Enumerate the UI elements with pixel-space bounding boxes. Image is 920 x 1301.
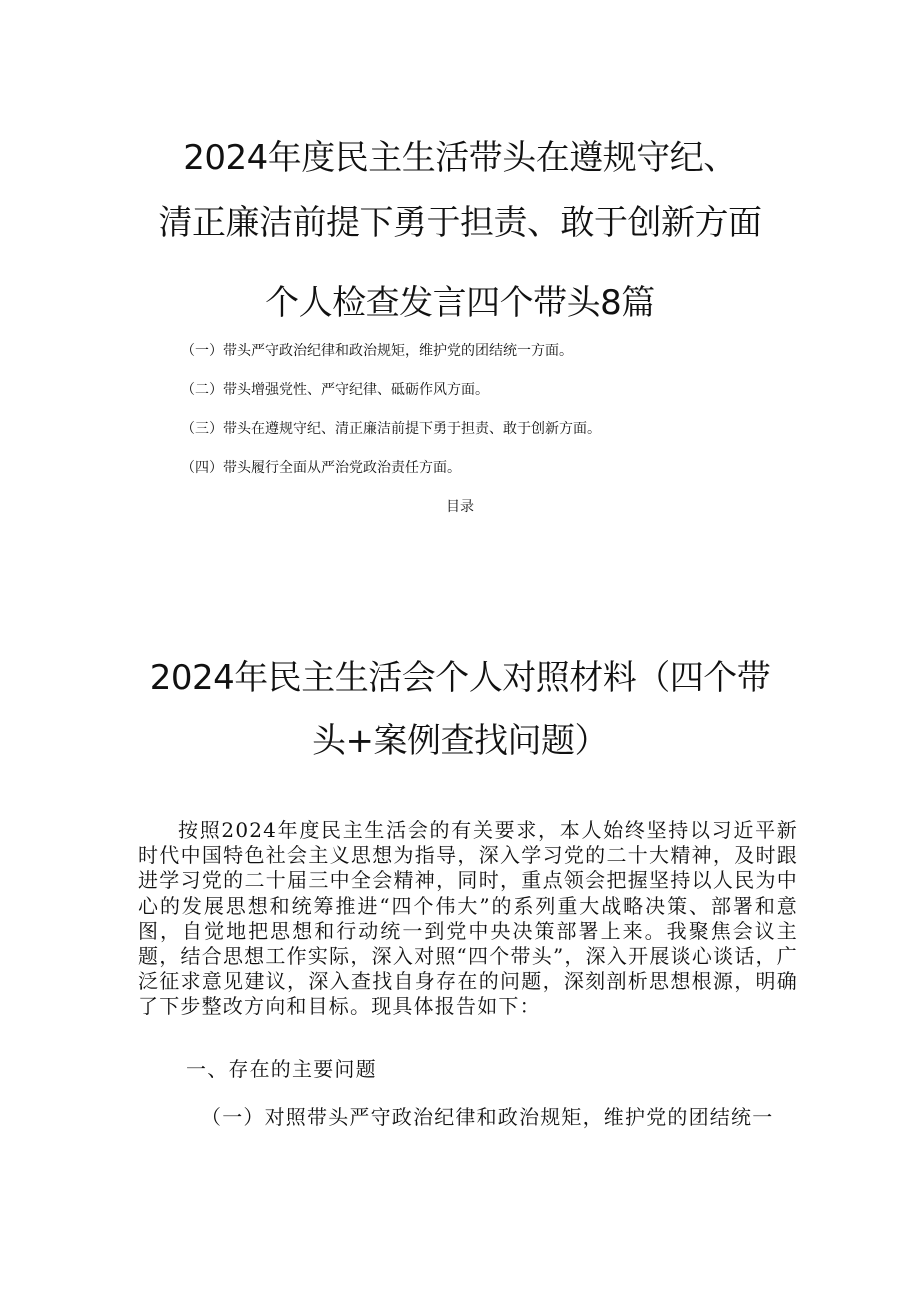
toc-label: 目录 [446, 499, 474, 515]
main-title-line-3: 个人检查发言四个带头8篇 [265, 283, 655, 323]
article-title-line-1: 2024年民主生活会个人对照材料（四个带 [149, 658, 771, 698]
section-heading: 一、存在的主要问题 [186, 1057, 377, 1081]
main-title-line-2: 清正廉洁前提下勇于担责、敢于创新方面 [158, 203, 762, 243]
article-title-line-2: 头+案例查找问题） [312, 721, 608, 761]
intro-paragraph: 按照2024年度民主生活会的有关要求，本人始终坚持以习近平新时代中国特色社会主义思想为指导，深入学习党的二十大精神，及时跟进学习党的二十届三中全会精神，同时，重点领会把握坚持以人民为中心的发展思想和统筹推进“四个伟大”的系列重大战略决策、部署和意图，自觉地把思想和行动统一到党中央决策部署上来。我聚焦会议主题，结合思想工作实际，深入对照“四个带头”，深入开展谈心谈话，广泛征求意见建议，深入查找自身存在的问题，深刻剖析思想根源，明确了下步整改方向和目标。现具体报告如下： [138, 818, 798, 1019]
toc-item-3: （三）带头在遵规守纪、清正廉洁前提下勇于担责、敢于创新方面。 [181, 421, 601, 437]
toc-item-1: （一）带头严守政治纪律和政治规矩，维护党的团结统一方面。 [181, 343, 573, 359]
toc-item-2: （二）带头增强党性、严守纪律、砥砺作风方面。 [181, 382, 489, 398]
toc-item-4: （四）带头履行全面从严治党政治责任方面。 [181, 460, 461, 476]
subsection-heading: （一）对照带头严守政治纪律和政治规矩，维护党的团结统一 [201, 1105, 774, 1129]
main-title-line-1: 2024年度民主生活带头在遵规守纪、 [183, 138, 737, 178]
